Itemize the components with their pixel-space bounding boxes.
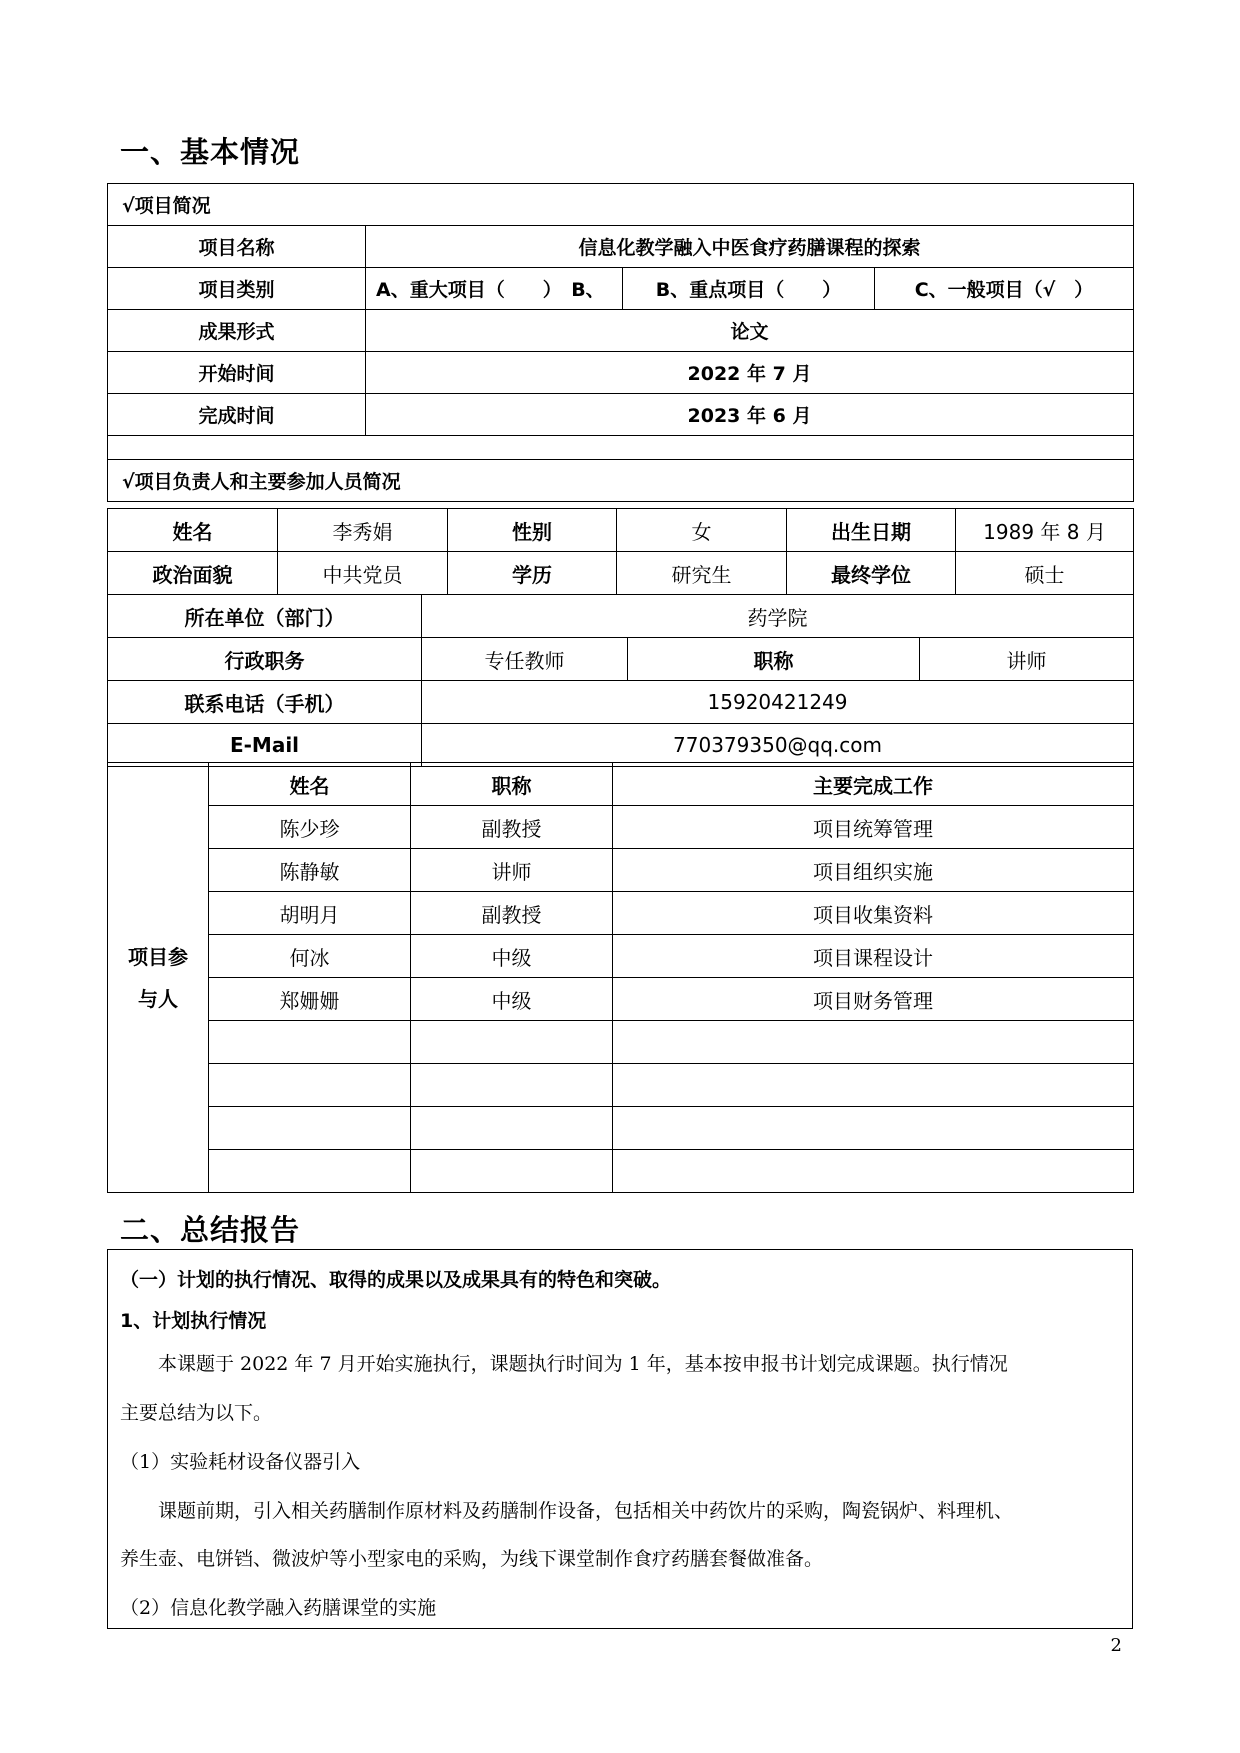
birth-date-label: 出生日期 (787, 509, 956, 552)
participant-name: 胡明月 (209, 892, 411, 935)
section-title-basic: 一、基本情况 (120, 135, 301, 169)
participant-row (108, 1107, 1134, 1150)
professional-title-value: 讲师 (920, 638, 1134, 681)
participant-name: 陈静敏 (209, 849, 411, 892)
personnel-header: √项目负责人和主要参加人员简况 (108, 460, 1134, 502)
participant-title (411, 1064, 613, 1107)
participant-row (108, 849, 1134, 892)
start-time-value: 2022 年 7 月 (366, 352, 1134, 394)
output-form-value: 论文 (366, 310, 1134, 352)
leader-name-value: 李秀娟 (278, 509, 448, 552)
overview-header: √项目简况 (108, 184, 1134, 226)
participant-work (613, 1150, 1134, 1193)
admin-post-label: 行政职务 (108, 638, 422, 681)
start-time-label: 开始时间 (108, 352, 366, 394)
participant-title: 中级 (411, 935, 613, 978)
leader-contact-table (107, 594, 1134, 767)
participant-name (209, 1064, 411, 1107)
report-subheading-plan: 1、计划执行情况 (120, 1310, 267, 1332)
phone-value: 15920421249 (422, 681, 1134, 724)
report-item2: （2）信息化教学融入药膳课堂的实施 (120, 1597, 437, 1619)
participant-work-header: 主要完成工作 (613, 763, 1134, 806)
participant-name: 何冰 (209, 935, 411, 978)
output-form-label: 成果形式 (108, 310, 366, 352)
participant-title: 副教授 (411, 892, 613, 935)
participant-row (108, 1021, 1134, 1064)
participant-work: 项目课程设计 (613, 935, 1134, 978)
participant-work: 项目统筹管理 (613, 806, 1134, 849)
report-para2-line1: 课题前期，引入相关药膳制作原材料及药膳制作设备，包括相关中药饮片的采购，陶瓷锅炉、料理机、 (120, 1500, 1014, 1522)
leader-name-label: 姓名 (108, 509, 278, 552)
participants-side-label-line2: 与人 (138, 986, 178, 1011)
unit-value: 药学院 (422, 595, 1134, 638)
participant-title (411, 1150, 613, 1193)
participant-row (108, 892, 1134, 935)
end-time-label: 完成时间 (108, 394, 366, 436)
participant-work (613, 1021, 1134, 1064)
report-heading: （一）计划的执行情况、取得的成果以及成果具有的特色和突破。 (120, 1269, 672, 1291)
participant-row (108, 1150, 1134, 1193)
section-title-summary: 二、总结报告 (120, 1213, 301, 1247)
political-status-label: 政治面貌 (108, 552, 278, 595)
participant-row (108, 935, 1134, 978)
project-name-value: 信息化教学融入中医食疗药膳课程的探索 (366, 226, 1134, 268)
participant-work: 项目组织实施 (613, 849, 1134, 892)
participant-name (209, 1150, 411, 1193)
participant-name (209, 1107, 411, 1150)
spacer-row (108, 436, 1134, 460)
category-option-c: C、一般项目（√ ） (875, 268, 1134, 310)
category-option-a: A、重大项目（ ） B、 (366, 268, 623, 310)
political-status-value: 中共党员 (278, 552, 448, 595)
gender-value: 女 (617, 509, 787, 552)
participant-row (108, 806, 1134, 849)
email-value: 770379350@qq.com (422, 724, 1134, 767)
category-option-b: B、重点项目（ ） (623, 268, 875, 310)
participant-title (411, 1107, 613, 1150)
participant-name-header: 姓名 (209, 763, 411, 806)
participant-row (108, 978, 1134, 1021)
participants-table (107, 762, 1134, 1193)
education-label: 学历 (448, 552, 617, 595)
report-para1-line1: 本课题于 2022 年 7 月开始实施执行，课题执行时间为 1 年，基本按申报书计划完成课题。执行情况 (120, 1353, 1008, 1375)
email-label: E-Mail (108, 724, 422, 767)
birth-date-value: 1989 年 8 月 (956, 509, 1134, 552)
report-item1: （1）实验耗材设备仪器引入 (120, 1451, 361, 1473)
participant-row (108, 1064, 1134, 1107)
report-para2-line2: 养生壶、电饼铛、微波炉等小型家电的采购，为线下课堂制作食疗药膳套餐做准备。 (120, 1548, 824, 1570)
participant-title (411, 1021, 613, 1064)
education-value: 研究生 (617, 552, 787, 595)
participant-title: 副教授 (411, 806, 613, 849)
page-number: 2 (1110, 1635, 1122, 1656)
participant-work (613, 1064, 1134, 1107)
admin-post-value: 专任教师 (422, 638, 628, 681)
participants-side-label-line1: 项目参 (128, 944, 188, 969)
participant-title: 中级 (411, 978, 613, 1021)
participant-name: 郑姗姗 (209, 978, 411, 1021)
participant-title-header: 职称 (411, 763, 613, 806)
participant-name: 陈少珍 (209, 806, 411, 849)
professional-title-label: 职称 (628, 638, 920, 681)
summary-report-box (107, 1249, 1133, 1629)
participant-name (209, 1021, 411, 1064)
gender-label: 性别 (448, 509, 617, 552)
project-overview-table (107, 183, 1134, 502)
leader-info-table (107, 508, 1134, 595)
participant-work: 项目财务管理 (613, 978, 1134, 1021)
degree-label: 最终学位 (787, 552, 956, 595)
participant-title: 讲师 (411, 849, 613, 892)
project-category-label: 项目类别 (108, 268, 366, 310)
project-name-label: 项目名称 (108, 226, 366, 268)
end-time-value: 2023 年 6 月 (366, 394, 1134, 436)
degree-value: 硕士 (956, 552, 1134, 595)
participant-work (613, 1107, 1134, 1150)
phone-label: 联系电话（手机） (108, 681, 422, 724)
participant-work: 项目收集资料 (613, 892, 1134, 935)
report-para1-line2: 主要总结为以下。 (120, 1402, 273, 1424)
unit-label: 所在单位（部门） (108, 595, 422, 638)
participants-side-label (108, 763, 209, 1193)
